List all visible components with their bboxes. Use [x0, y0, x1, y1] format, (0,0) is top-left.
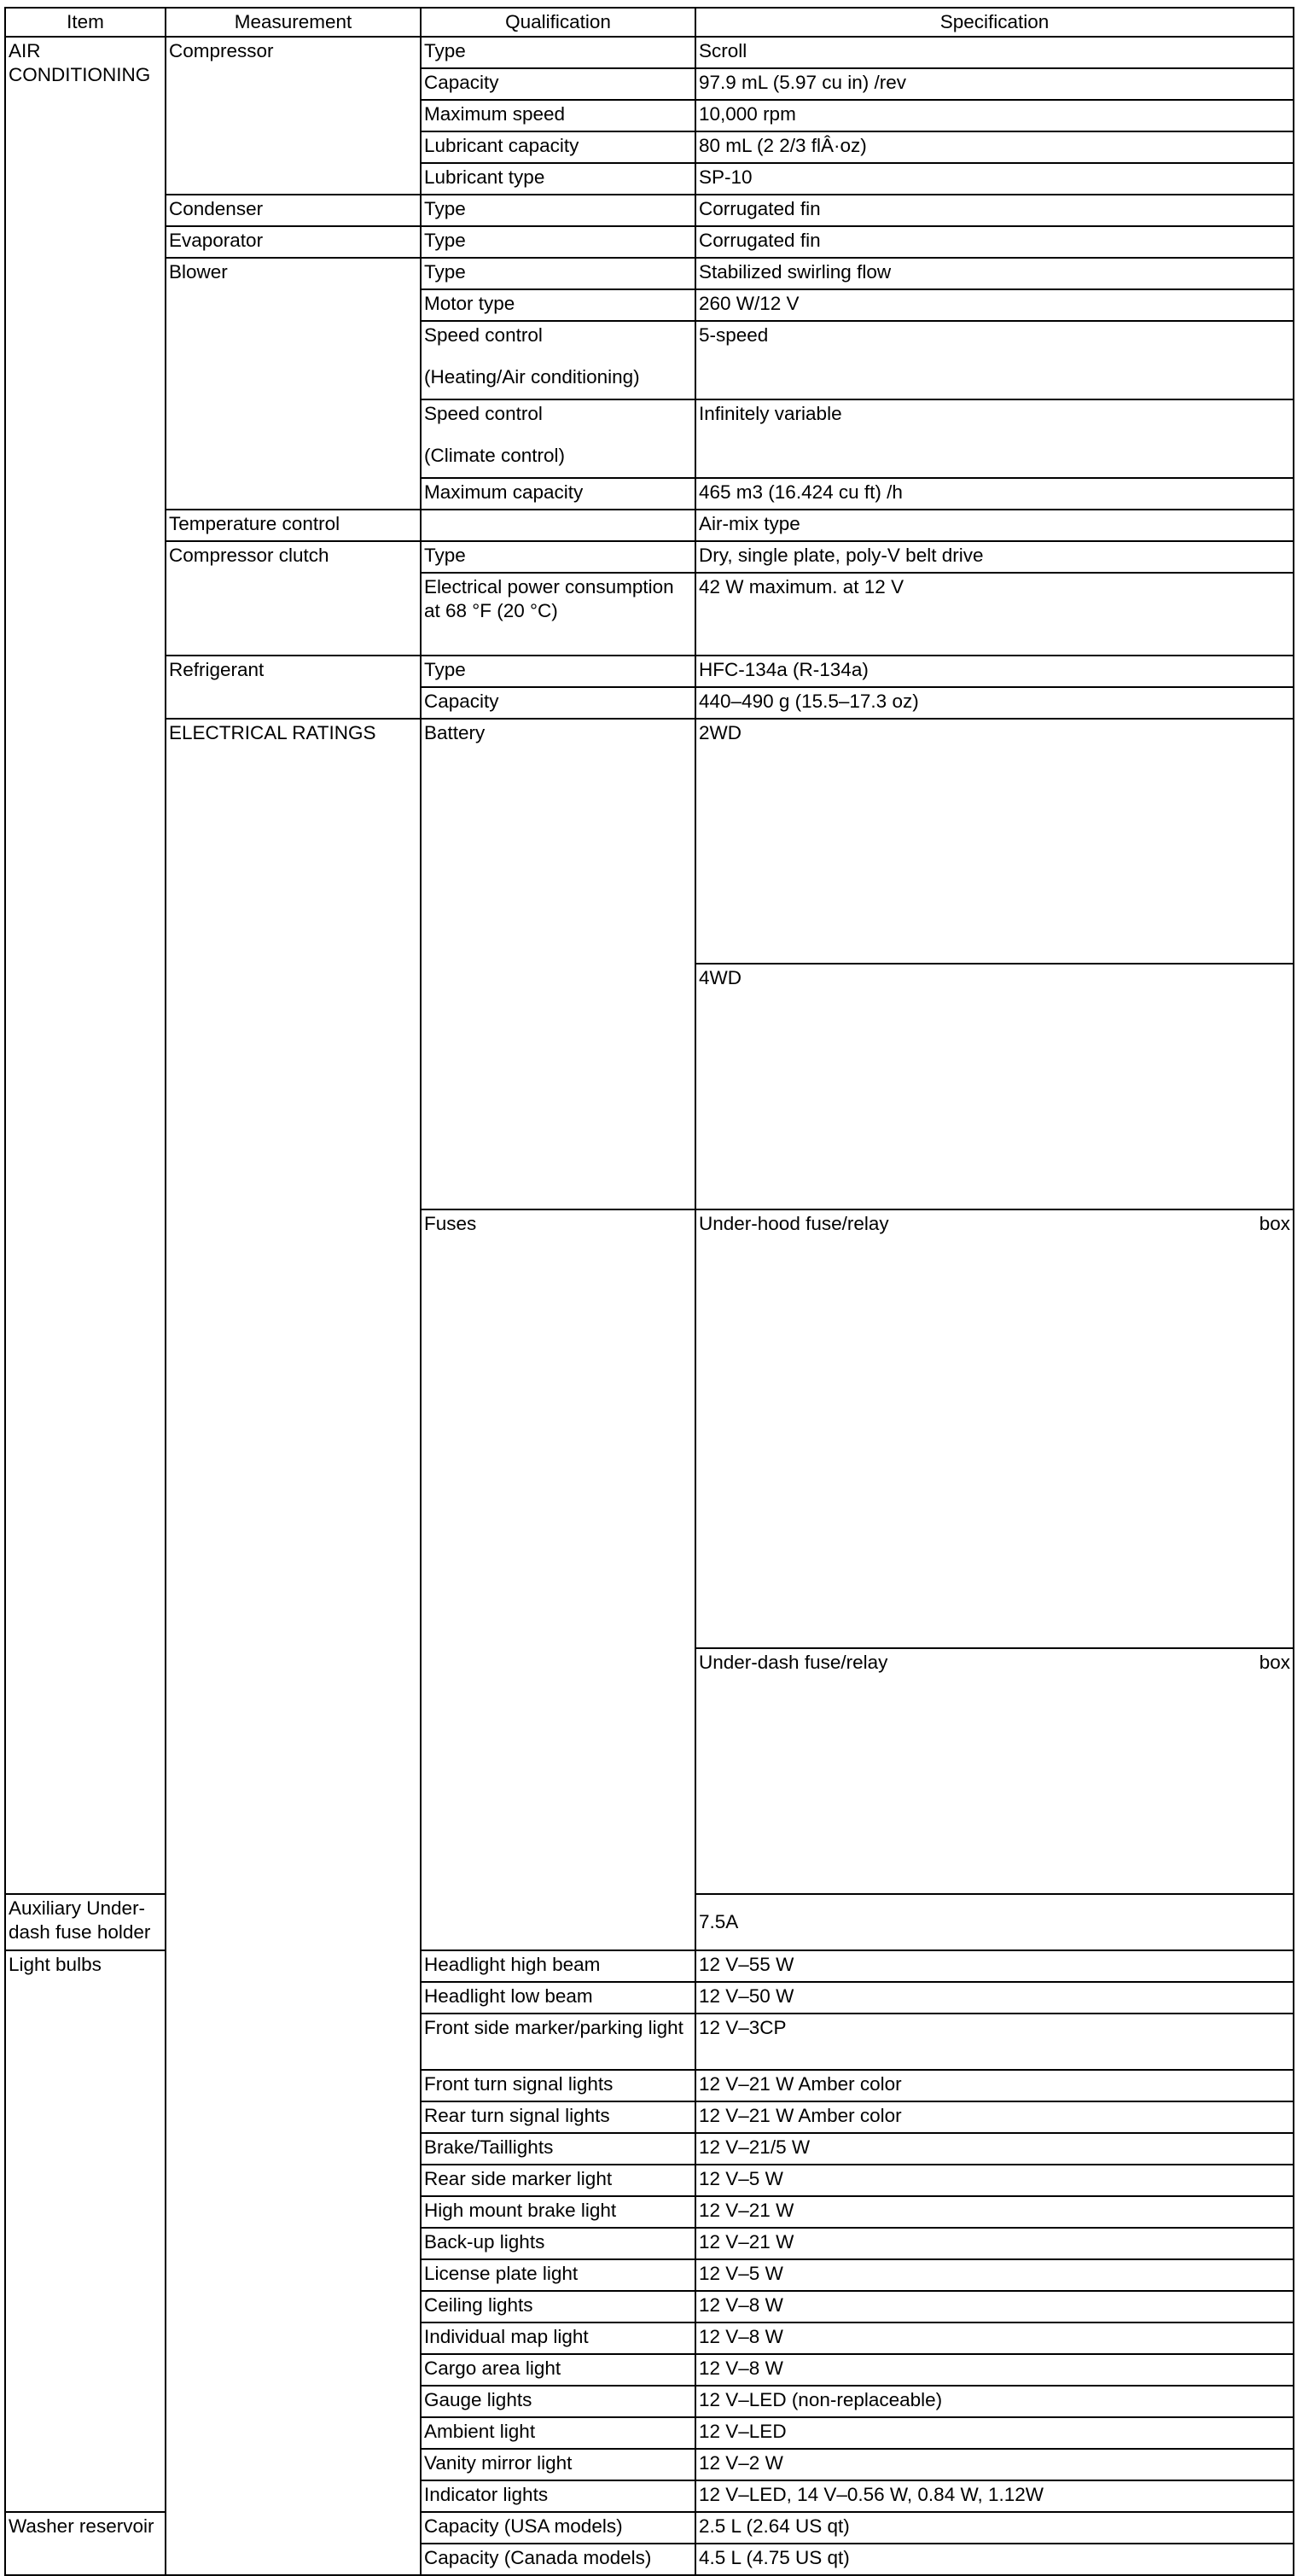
specification-cell: 12 V–2 W	[695, 2449, 1294, 2480]
qualification-cell	[695, 1648, 1294, 1893]
table-row	[5, 258, 1294, 289]
specification-cell: 12 V–21 W	[695, 2228, 1294, 2259]
specification-cell: 12 V–3CP	[695, 2014, 1294, 2070]
qualification-cell: Rear turn signal lights	[421, 2101, 695, 2133]
qualification-cell: Type	[421, 656, 695, 687]
specification-cell: Dry, single plate, poly-V belt drive	[695, 541, 1294, 573]
qualification-line: (Climate control)	[424, 445, 566, 467]
qualification-text: box	[1259, 1212, 1290, 1234]
measurement-compressor: Compressor	[166, 37, 421, 195]
header-specification: Specification	[695, 8, 1294, 37]
qualification-cell: Cargo area light	[421, 2354, 695, 2386]
specification-cell: 10,000 rpm	[695, 100, 1294, 131]
qualification-cell: Vanity mirror light	[421, 2449, 695, 2480]
qualification-line: Speed control	[424, 324, 543, 346]
specification-cell: 12 V–LED (non-replaceable)	[695, 2386, 1294, 2417]
item-electrical-ratings: ELECTRICAL RATINGS	[166, 719, 421, 2575]
qualification-cell: Maximum capacity	[421, 478, 695, 510]
qualification-cell: Maximum speed	[421, 100, 695, 131]
measurement-compressor-clutch: Compressor clutch	[166, 541, 421, 656]
measurement-temperature-control: Temperature control	[166, 510, 421, 541]
qualification-cell: Type	[421, 541, 695, 573]
qualification-cell: 2WD	[695, 719, 1294, 964]
specification-cell: Corrugated fin	[695, 226, 1294, 258]
qualification-cell: Ceiling lights	[421, 2291, 695, 2322]
specifications-table	[4, 7, 1294, 2576]
header-measurement: Measurement	[166, 8, 421, 37]
specification-cell: 2.5 L (2.64 US qt)	[695, 2512, 1294, 2544]
qualification-text: Under-hood fuse/relay	[699, 1212, 889, 1234]
qualification-cell	[421, 399, 695, 478]
qualification-cell: Capacity	[421, 687, 695, 719]
table-row	[5, 656, 1294, 687]
qualification-cell: Headlight high beam	[421, 1950, 695, 1982]
specification-cell: HFC-134a (R-134a)	[695, 656, 1294, 687]
specification-cell: 42 W maximum. at 12 V	[695, 573, 1294, 656]
specification-cell: 260 W/12 V	[695, 289, 1294, 321]
qualification-cell: Capacity (USA models)	[421, 2512, 695, 2544]
qualification-cell: Auxiliary Under-dash fuse holder	[5, 1894, 166, 1950]
specification-cell: 12 V–55 W	[695, 1950, 1294, 1982]
table-row	[5, 541, 1294, 573]
measurement-battery: Battery	[421, 719, 695, 1209]
qualification-cell: Capacity (Canada models)	[421, 2544, 695, 2575]
qualification-cell: Type	[421, 226, 695, 258]
specification-cell: 12 V–21 W Amber color	[695, 2070, 1294, 2101]
qualification-cell: Lubricant capacity	[421, 131, 695, 163]
table-row	[5, 719, 1294, 964]
table-row	[5, 37, 1294, 68]
specification-cell: Stabilized swirling flow	[695, 258, 1294, 289]
qualification-cell: License plate light	[421, 2259, 695, 2291]
specification-cell: 4.5 L (4.75 US qt)	[695, 2544, 1294, 2575]
specification-cell: 12 V–LED	[695, 2417, 1294, 2449]
measurement-light-bulbs: Light bulbs	[5, 1950, 166, 2512]
measurement-condenser: Condenser	[166, 195, 421, 226]
specification-cell: 12 V–21 W	[695, 2196, 1294, 2228]
specification-cell: Air-mix type	[695, 510, 1294, 541]
specification-cell: 80 mL (2 2/3 flÂ·oz)	[695, 131, 1294, 163]
specification-cell: 12 V–50 W	[695, 1982, 1294, 2014]
measurement-fuses: Fuses	[421, 1209, 695, 1950]
specification-cell: Infinitely variable	[695, 399, 1294, 478]
qualification-cell: Front turn signal lights	[421, 2070, 695, 2101]
qualification-cell: High mount brake light	[421, 2196, 695, 2228]
qualification-cell: Headlight low beam	[421, 1982, 695, 2014]
header-item: Item	[5, 8, 166, 37]
measurement-evaporator: Evaporator	[166, 226, 421, 258]
qualification-cell: 4WD	[695, 964, 1294, 1209]
qualification-cell: Electrical power consumption at 68 °F (20 °C)	[421, 573, 695, 656]
measurement-washer-reservoir: Washer reservoir	[5, 2512, 166, 2575]
qualification-cell	[421, 321, 695, 399]
specification-cell: 12 V–8 W	[695, 2354, 1294, 2386]
specification-cell: 97.9 mL (5.97 cu in) /rev	[695, 68, 1294, 100]
qualification-cell: Back-up lights	[421, 2228, 695, 2259]
item-air-conditioning: AIR CONDITIONING	[5, 37, 166, 1894]
qualification-text: box	[1259, 1652, 1290, 1674]
header-row	[5, 8, 1294, 37]
specification-cell: 5-speed	[695, 321, 1294, 399]
specification-cell: 12 V–5 W	[695, 2259, 1294, 2291]
measurement-blower: Blower	[166, 258, 421, 510]
qualification-line: (Heating/Air conditioning)	[424, 366, 640, 388]
qualification-cell	[421, 510, 695, 541]
qualification-cell: Type	[421, 37, 695, 68]
qualification-cell: Front side marker/parking light	[421, 2014, 695, 2070]
specification-cell: 12 V–8 W	[695, 2291, 1294, 2322]
specification-cell: SP-10	[695, 163, 1294, 195]
specification-cell: 7.5A	[695, 1894, 1294, 1950]
specification-cell: 440–490 g (15.5–17.3 oz)	[695, 687, 1294, 719]
qualification-cell: Ambient light	[421, 2417, 695, 2449]
qualification-cell: Gauge lights	[421, 2386, 695, 2417]
table-row	[5, 226, 1294, 258]
specification-cell: Corrugated fin	[695, 195, 1294, 226]
qualification-cell: Brake/Taillights	[421, 2133, 695, 2165]
qualification-cell: Capacity	[421, 68, 695, 100]
qualification-cell: Rear side marker light	[421, 2165, 695, 2196]
qualification-line: Speed control	[424, 403, 543, 424]
specification-cell: 465 m3 (16.424 cu ft) /h	[695, 478, 1294, 510]
header-qualification: Qualification	[421, 8, 695, 37]
qualification-text: Under-dash fuse/relay	[699, 1652, 888, 1674]
specification-cell: 12 V–21 W Amber color	[695, 2101, 1294, 2133]
qualification-cell: Individual map light	[421, 2322, 695, 2354]
table-row	[5, 195, 1294, 226]
qualification-cell	[695, 1209, 1294, 1648]
specification-cell: 12 V–5 W	[695, 2165, 1294, 2196]
specification-cell: 12 V–LED, 14 V–0.56 W, 0.84 W, 1.12W	[695, 2480, 1294, 2512]
table-row	[5, 510, 1294, 541]
measurement-refrigerant: Refrigerant	[166, 656, 421, 719]
specification-cell: Scroll	[695, 37, 1294, 68]
qualification-cell: Type	[421, 195, 695, 226]
specification-cell: 12 V–21/5 W	[695, 2133, 1294, 2165]
qualification-cell: Lubricant type	[421, 163, 695, 195]
qualification-cell: Indicator lights	[421, 2480, 695, 2512]
qualification-cell: Type	[421, 258, 695, 289]
specification-cell: 12 V–8 W	[695, 2322, 1294, 2354]
qualification-cell: Motor type	[421, 289, 695, 321]
